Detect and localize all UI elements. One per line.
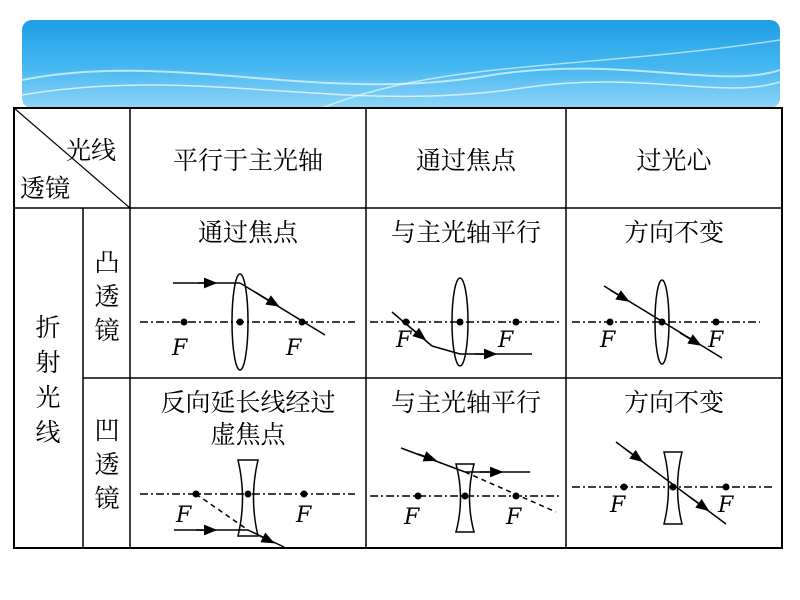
- header-lens-label: 透镜: [20, 174, 71, 203]
- concave-label-char: 镜: [94, 484, 120, 513]
- convex-center-caption: 方向不变: [623, 218, 724, 247]
- focus-label: F: [404, 505, 420, 530]
- group-label-char: 线: [35, 418, 61, 447]
- convex-parallel-caption: 通过焦点: [197, 218, 298, 247]
- focus-label: F: [172, 336, 188, 361]
- focus-label: F: [498, 328, 514, 353]
- header-light-label: 光线: [66, 136, 117, 165]
- header-col-parallel: 平行于主光轴: [172, 146, 323, 175]
- focus-label: F: [506, 505, 522, 530]
- concave-parallel-diagram: [140, 460, 355, 547]
- concave-parallel-caption-line2: 虚焦点: [210, 420, 286, 449]
- concave-label-char: 凹: [94, 416, 120, 445]
- focus-label: F: [396, 328, 412, 353]
- focus-label: F: [718, 493, 734, 518]
- focus-label: F: [600, 328, 616, 353]
- convex-label-char: 透: [94, 282, 120, 311]
- convex-focus-caption: 与主光轴平行: [390, 218, 541, 247]
- focus-label: F: [176, 503, 192, 528]
- convex-label-char: 镜: [94, 316, 120, 345]
- focus-label: F: [610, 493, 626, 518]
- group-label-char: 射: [35, 348, 61, 377]
- group-label-char: 光: [35, 383, 61, 412]
- concave-parallel-caption-line1: 反向延长线经过: [160, 388, 336, 417]
- group-label-char: 折: [35, 313, 61, 342]
- concave-label-char: 透: [94, 450, 120, 479]
- concave-center-caption: 方向不变: [623, 388, 724, 417]
- focus-label: F: [296, 503, 312, 528]
- concave-focus-caption: 与主光轴平行: [390, 388, 541, 417]
- header-col-center: 过光心: [636, 146, 712, 175]
- convex-label-char: 凸: [94, 248, 120, 277]
- header-col-focus: 通过焦点: [415, 146, 516, 175]
- concave-focus-diagram: [370, 448, 560, 532]
- focus-label: F: [286, 336, 302, 361]
- focus-label: F: [708, 328, 724, 353]
- concave-center-diagram: [572, 442, 772, 524]
